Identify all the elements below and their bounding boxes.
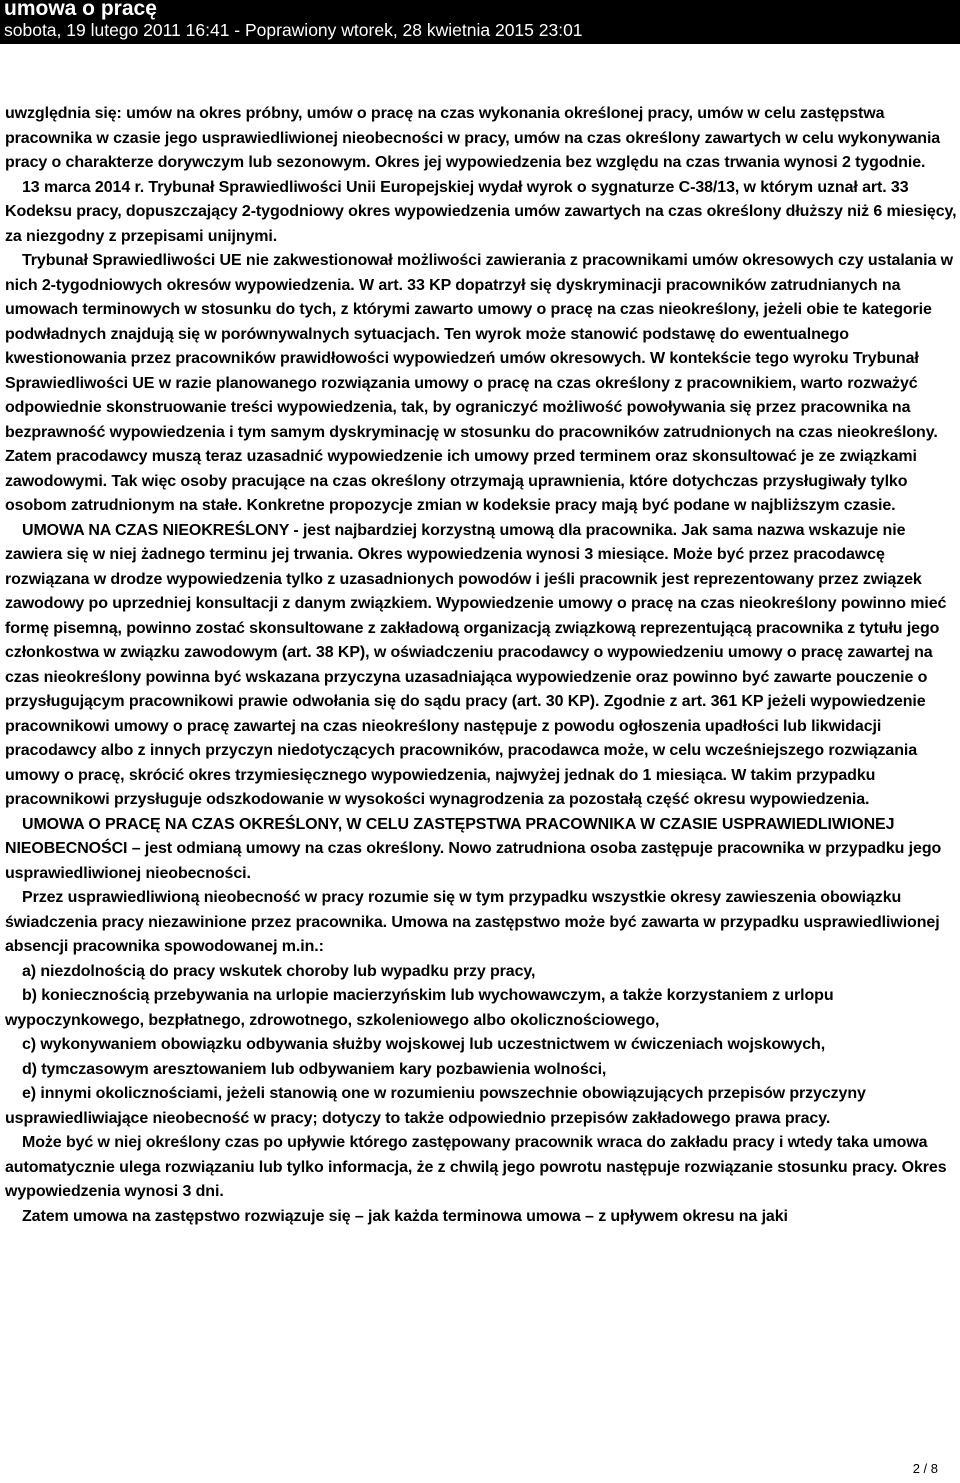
page-number: 2 / 8 [912,1461,938,1476]
paragraph: UMOWA O PRACĘ NA CZAS OKREŚLONY, W CELU ZASTĘPSTWA PRACOWNIKA W CZASIE USPRAWIEDLIWIONEJ NIEOBECNOŚCI – jest odmianą umowy na czas określony. Nowo zatrudniona osoba zastępuje pracownika w przypadku jego usprawiedliwionej nieobecności. [5,815,942,882]
document-title: umowa o pracę [4,0,157,20]
list-item: c) wykonywaniem obowiązku odbywania służby wojskowej lub uczestnictwem w ćwiczeniach wojskowych, [22,1036,826,1053]
document-dates: sobota, 19 lutego 2011 16:41 - Poprawiony wtorek, 28 kwietnia 2015 23:01 [4,20,583,40]
list-item: e) innymi okolicznościami, jeżeli stanowią one w rozumieniu powszechnie obowiązujących przepisów przyczyny usprawiedliwiające nieobecność w pracy; dotyczy to także odpowiednio przepisów zakładowego prawa pracy. [5,1085,866,1127]
paragraph: Zatem umowa na zastępstwo rozwiązuje się – jak każda terminowa umowa – z upływem okresu na jaki [22,1207,788,1225]
list-item: a) niezdolnością do pracy wskutek choroby lub wypadku przy pracy, [22,962,536,980]
paragraph: uwzględnia się: umów na okres próbny, umów o pracę na czas wykonania określonej pracy, umów w celu zastępstwa pracownika w czasie jego usprawiedliwionej nieobecności w pracy, umów na czas określony zawartych w celu wykonywania pracy o charakterze dorywczym lub sezonowym. Okres jej wypowiedzenia bez względu na czas trwania wynosi 2 tygodnie. [5,105,941,171]
paragraph: UMOWA NA CZAS NIEOKREŚLONY - jest najbardziej korzystną umową dla pracownika. Jak sama nazwa wskazuje nie zawiera się w niej żadnego terminu jej trwania. Okres wypowiedzenia wynosi 3 miesiące. Może być przez pracodawcę rozwiązana w drodze wypowiedzenia tylko z uzasadnionych powodów i jeśli pracownik jest reprezentowany przez związek zawodowy po uprzedniej konsultacji z danym związkiem. Wypowiedzenie umowy o pracę na czas nieokreślony powinno mieć formę pisemną, powinno zostać skonsultowane z zakładową organizacją związkową reprezentującą pracownika z tytułu jego członkostwa w związku zawodowym (art. 38 KP), w oświadczeniu pracodawcy o wypowiedzeniu umowy o pracę zawartej na czas nieokreślony powinna być wskazana przyczyna uzasadniająca wypowiedzenie oraz powinno być zawarte pouczenie o przysługującym pracownikowi prawie odwołania się do sądu pracy (art. 30 KP). Zgodnie z art. 361 KP jeżeli wypowiedzenie pracownikowi umowy o pracę zawartej na czas nieokreślony następuje z powodu ogłoszenia upadłości lub likwidacji pracodawcy albo z innych przyczyn niedotyczących pracowników, pracodawca może, w celu wcześniejszego rozwiązania umowy o pracę, skrócić okres trzymiesięcznego wypowiedzenia, najwyżej jednak do 1 miesiąca. W takim przypadku pracownikowi przysługuje odszkodowanie w wysokości wynagrodzenia za pozostałą część okresu wypowiedzenia. [5,521,947,808]
page-header [0,0,960,44]
list-item: b) koniecznością przebywania na urlopie macierzyńskim lub wychowawczym, a także korzystaniem z urlopu wypoczynkowego, bezpłatnego, zdrowotnego, szkoleniowego albo okolicznościowego, [5,987,834,1029]
list-item: d) tymczasowym aresztowaniem lub odbywaniem kary pozbawienia wolności, [22,1060,607,1078]
paragraph: Przez usprawiedliwioną nieobecność w pracy rozumie się w tym przypadku wszystkie okresy zawieszenia obowiązku świadczenia pracy niezawinione przez pracownika. Umowa na zastępstwo może być zawarta w przypadku usprawiedliwionej absencji pracownika spowodowanej m.in.: [5,889,940,955]
paragraph: Może być w niej określony czas po upływie którego zastępowany pracownik wraca do zakładu pracy i wtedy taka umowa automatycznie ulega rozwiązaniu lub tylko informacja, że z chwilą jego powrotu następuje rozwiązanie stosunku pracy. Okres wypowiedzenia wynosi 3 dni. [5,1134,947,1200]
paragraph: 13 marca 2014 r. Trybunał Sprawiedliwości Unii Europejskiej wydał wyrok o sygnaturze C-38/13, w którym uznał art. 33 Kodeksu pracy, dopuszczający 2-tygodniowy okres wypowiedzenia umów zawartych na czas określony dłuższy niż 6 miesięcy, za niezgodny z przepisami unijnymi. [5,178,957,245]
article-body [5,102,960,1229]
paragraph: Trybunał Sprawiedliwości UE nie zakwestionował możliwości zawierania z pracownikami umów okresowych czy ustalania w nich 2-tygodniowych okresów wypowiedzenia. W art. 33 KP dopatrzył się dyskryminacji pracowników zatrudnianych na umowach terminowych w stosunku do tych, z którymi zawarto umowy o pracę na czas nieokreślony, jeżeli obie te kategorie podwładnych znajdują się w porównywalnych sytuacjach. Ten wyrok może stanowić podstawę do ewentualnego kwestionowania przez pracowników prawidłowości wypowiedzeń umów okresowych. W kontekście tego wyroku Trybunał Sprawiedliwości UE w razie planowanego rozwiązania umowy o pracę na czas określony z pracownikiem, warto rozważyć odpowiednie skonstruowanie treści wypowiedzenia, tak, by ograniczyć możliwość powoływania się przez pracownika na bezprawność wypowiedzenia i tym samym dyskryminację w stosunku do pracowników zatrudnionych na czas nieokreślony. Zatem pracodawcy muszą teraz uzasadnić wypowiedzenie ich umowy przed terminem oraz skonsultować je ze związkami zawodowymi. Tak więc osoby pracujące na czas określony otrzymają uprawnienia, które dotychczas przysługiwały tylko osobom zatrudnionym na stałe. Konkretne propozycje zmian w kodeksie pracy mają być podane w najbliższym czasie. [5,252,954,514]
